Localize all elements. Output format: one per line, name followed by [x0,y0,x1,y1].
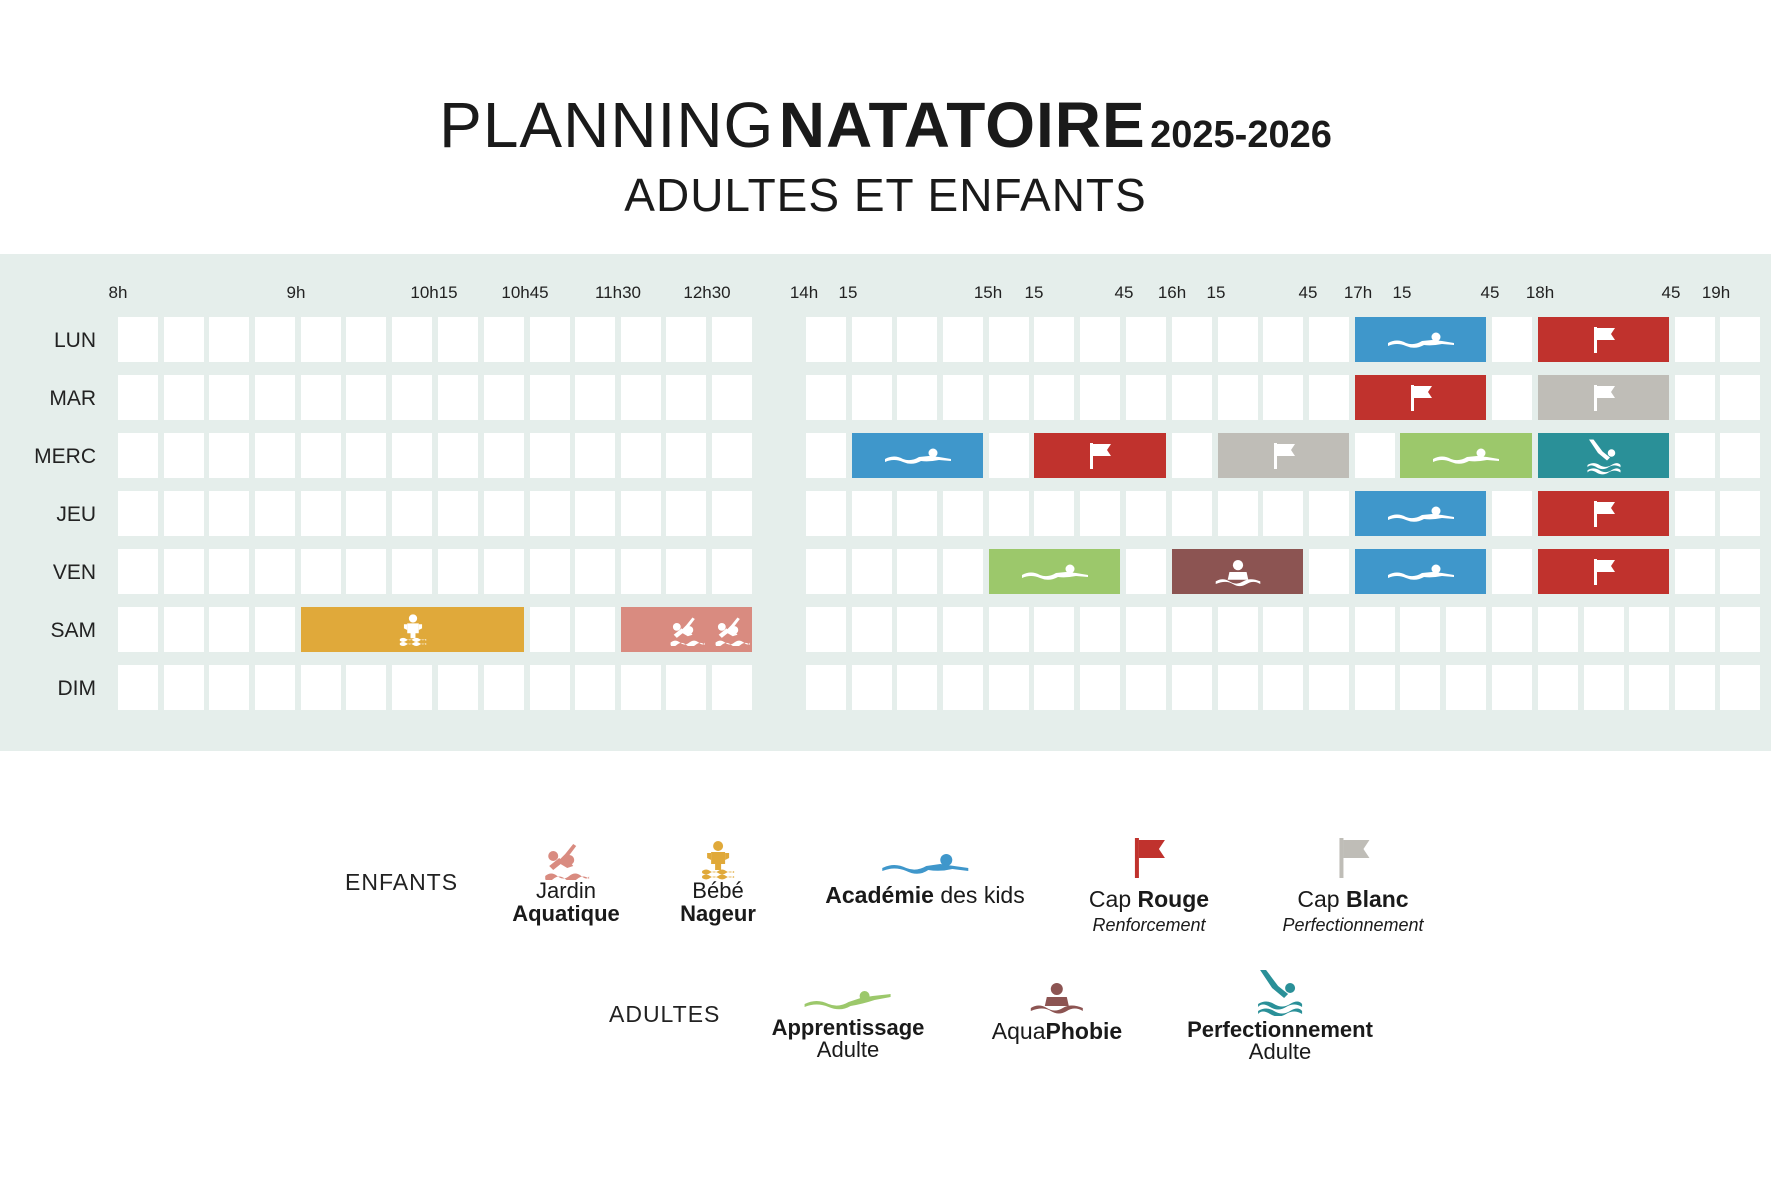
grid-cell [806,375,846,420]
grid-cell [530,549,570,594]
grid-cell [255,433,295,478]
grid-cell [255,549,295,594]
grid-cell [712,375,752,420]
legend-cap-blanc-sub: Perfectionnement [1282,915,1424,935]
grid-cell [943,665,983,710]
grid-cell [1355,665,1395,710]
grid-cell [806,665,846,710]
grid-cell [209,549,249,594]
grid-cell [164,375,204,420]
jardin-aquatique-icon [512,836,620,880]
time-label: 15 [1206,283,1226,302]
grid-cell [530,317,570,362]
grid-cell [1629,665,1669,710]
time-label: 8h [108,283,128,302]
time-label: 15 [838,283,858,302]
session-cap-rouge [1355,375,1486,420]
grid-cell [1675,607,1715,652]
grid-cell [1400,607,1440,652]
grid-cell [1034,665,1074,710]
legend-adultes-label: ADULTES [609,1001,721,1027]
flag-icon [1591,326,1617,354]
grid-cell [1675,375,1715,420]
grid-cell [1720,549,1760,594]
grid-cell [255,607,295,652]
legend-perfectionnement-line1: Perfectionnement [1187,1017,1373,1042]
grid-cell [575,317,615,362]
grid-cell [1034,317,1074,362]
grid-cell [1720,375,1760,420]
grid-cell [621,549,661,594]
grid-cell [301,665,341,710]
legend-bebe-line1: Bébé [692,878,744,903]
grid-cell [852,549,892,594]
grid-cell [1446,665,1486,710]
legend-academie-light: des kids [933,882,1025,908]
grid-cell [301,433,341,478]
grid-cell [1675,549,1715,594]
grid-cell [989,375,1029,420]
grid-cell [575,491,615,536]
grid-cell [164,665,204,710]
time-label: 15 [1392,283,1412,302]
grid-cell [118,433,158,478]
session-bebe-nageur [301,607,524,652]
grid-cell [621,433,661,478]
session-cap-rouge [1034,433,1166,478]
session-cap-rouge [1538,491,1669,536]
legend-jardin-line2: Aquatique [512,901,620,926]
grid-cell [1400,665,1440,710]
grid-cell [621,375,661,420]
grid-cell [164,549,204,594]
day-label: VEN [52,561,96,584]
grid-cell [806,433,846,478]
grid-cell [1218,317,1258,362]
grid-cell [255,317,295,362]
grid-cell [255,491,295,536]
swimmer-icon [1386,330,1456,350]
page-title [0,88,1771,162]
grid-cell [255,665,295,710]
legend-jardin-aquatique [512,836,620,925]
grid-cell [1720,665,1760,710]
grid-cell [346,433,386,478]
grid-cell [438,317,478,362]
grid-cell [164,607,204,652]
grid-cell [118,549,158,594]
legend-cap-rouge-light: Cap [1088,886,1138,912]
grid-cell [1172,607,1212,652]
time-label: 10h45 [501,283,549,302]
grid-cell [575,549,615,594]
legend-perfectionnement-line2: Adulte [1248,1039,1312,1064]
grid-cell [621,491,661,536]
grid-cell [897,549,937,594]
grid-cell [1263,317,1303,362]
legend-academie [825,836,1024,908]
grid-cell [1538,665,1578,710]
grid-cell [897,491,937,536]
time-label: 45 [1114,283,1134,302]
grid-cell [1172,491,1212,536]
day-label: SAM [50,619,96,642]
flag-icon [1282,830,1423,880]
grid-cell [118,317,158,362]
time-label: 19h [1701,283,1731,302]
session-apprentissage [1400,433,1532,478]
grid-cell [1263,491,1303,536]
session-perfectionnement [1538,433,1669,478]
grid-cell [1172,317,1212,362]
legend-cap-blanc [1282,830,1423,938]
grid-cell [1172,665,1212,710]
legend-apprentissage [772,970,925,1061]
grid-cell [1080,317,1120,362]
session-academie [852,433,983,478]
grid-cell [1172,375,1212,420]
grid-cell [1263,607,1303,652]
grid-cell [806,549,846,594]
grid-cell [943,375,983,420]
grid-cell [209,491,249,536]
grid-cell [897,317,937,362]
grid-cell [943,317,983,362]
flag-icon [1591,500,1617,528]
legend-apprentissage-line1: Apprentissage [771,1015,925,1040]
swimmer-icon [825,836,1024,880]
grid-cell [712,433,752,478]
legend-aquaphobie [992,970,1122,1044]
grid-cell [666,375,706,420]
swimmer-icon [1386,562,1456,582]
grid-cell [164,433,204,478]
grid-cell [392,433,432,478]
grid-cell [484,549,524,594]
grid-cell [1172,433,1212,478]
grid-cell [1492,549,1532,594]
grid-cell [989,491,1029,536]
time-label: 45 [1661,283,1681,302]
grid-cell [1492,491,1532,536]
grid-cell [943,549,983,594]
grid-cell [1218,375,1258,420]
grid-cell [164,317,204,362]
day-label: DIM [57,677,96,700]
time-label: 15 [1024,283,1044,302]
time-label: 11h30 [594,283,642,302]
grid-cell [209,317,249,362]
grid-cell [301,549,341,594]
grid-cell [530,375,570,420]
legend-cap-blanc-bold: Blanc [1345,886,1409,912]
grid-cell [346,665,386,710]
grid-cell [1720,433,1760,478]
grid-cell [806,317,846,362]
swimmer-icon [1386,504,1456,524]
flag-icon [1089,830,1209,880]
grid-cell [666,491,706,536]
grid-cell [530,433,570,478]
grid-cell [1126,549,1166,594]
grid-cell [989,433,1029,478]
flag-icon [1591,384,1617,412]
title-year: 2025-2026 [1150,114,1332,156]
time-label: 45 [1480,283,1500,302]
grid-cell [712,549,752,594]
grid-cell [1584,607,1624,652]
grid-cell [484,665,524,710]
legend-enfants-label: ENFANTS [345,869,459,895]
time-label: 9h [286,283,306,302]
grid-cell [346,491,386,536]
grid-cell [1720,607,1760,652]
grid-cell [1446,607,1486,652]
grid-cell [484,375,524,420]
grid-cell [438,433,478,478]
grid-cell [1126,665,1166,710]
grid-cell [392,375,432,420]
grid-cell [438,665,478,710]
grid-cell [712,491,752,536]
grid-cell [118,375,158,420]
grid-cell [1309,607,1349,652]
grid-cell [438,491,478,536]
time-label: 15h [973,283,1003,302]
grid-cell [852,607,892,652]
session-cap-blanc [1538,375,1669,420]
grid-cell [1492,665,1532,710]
grid-cell [1538,607,1578,652]
grid-cell [575,665,615,710]
page-subtitle: ADULTES ET ENFANTS [624,169,1147,221]
grid-cell [852,317,892,362]
grid-cell [1309,665,1349,710]
legend-apprentissage-line2: Adulte [816,1037,880,1062]
jardin-aquatique-icon [714,614,750,646]
grid-cell [209,375,249,420]
grid-cell [392,317,432,362]
grid-cell [1675,491,1715,536]
grid-cell [301,491,341,536]
grid-cell [943,491,983,536]
grid-cell [1309,549,1349,594]
grid-cell [666,433,706,478]
grid-cell [530,491,570,536]
grid-cell [1080,491,1120,536]
day-label: LUN [53,329,96,352]
swimmer-icon [772,970,925,1014]
jardin-aquatique-icon [669,614,705,646]
grid-cell [852,491,892,536]
grid-cell [897,375,937,420]
grid-cell [209,433,249,478]
grid-cell [1034,375,1074,420]
diver-icon [1586,437,1622,475]
flag-icon [1087,442,1113,470]
aquaphobie-icon [1214,557,1262,587]
grid-cell [484,491,524,536]
grid-cell [118,665,158,710]
legend-cap-blanc-light: Cap [1297,886,1346,912]
day-label: MERC [34,445,96,468]
grid-cell [1126,375,1166,420]
grid-cell [712,665,752,710]
grid-cell [1492,607,1532,652]
session-academie [1355,491,1486,536]
legend-cap-rouge-sub: Renforcement [1092,915,1206,935]
grid-cell [575,433,615,478]
grid-cell [806,491,846,536]
grid-cell [1492,375,1532,420]
grid-cell [1675,433,1715,478]
session-academie [1355,317,1486,362]
time-label: 45 [1298,283,1318,302]
grid-cell [1675,665,1715,710]
grid-cell [852,665,892,710]
grid-cell [575,375,615,420]
legend-perfectionnement [1187,966,1373,1063]
bebe-nageur-icon [680,836,756,880]
grid-cell [621,317,661,362]
time-label: 18h [1525,283,1555,302]
grid-cell [1309,375,1349,420]
grid-cell [164,491,204,536]
day-label: JEU [56,503,96,526]
grid-cell [1218,491,1258,536]
grid-cell [852,375,892,420]
aquaphobie-icon [992,970,1122,1014]
time-label: 12h30 [683,283,731,302]
grid-cell [1126,491,1166,536]
grid-cell [989,607,1029,652]
grid-cell [897,607,937,652]
time-label: 10h15 [410,283,458,302]
grid-cell [1720,491,1760,536]
grid-cell [1584,665,1624,710]
session-jardin-aquatique [712,607,752,652]
grid-cell [1355,607,1395,652]
grid-cell [666,549,706,594]
time-label: 16h [1157,283,1187,302]
grid-cell [1080,665,1120,710]
grid-cell [209,665,249,710]
grid-cell [1675,317,1715,362]
title-natatoire: NATATOIRE [778,89,1146,161]
grid-cell [666,317,706,362]
grid-cell [346,317,386,362]
grid-cell [989,665,1029,710]
grid-cell [1218,607,1258,652]
legend-aquaphobie-bold: Phobie [1045,1018,1123,1044]
grid-cell [1034,607,1074,652]
flag-icon [1408,384,1434,412]
time-label: 17h [1343,283,1373,302]
legend-bebe-nageur [680,836,756,925]
legend-academie-bold: Académie [825,882,934,908]
grid-cell [438,375,478,420]
diver-icon [1187,966,1373,1016]
grid-cell [1080,607,1120,652]
grid-cell [301,375,341,420]
grid-cell [392,549,432,594]
grid-cell [530,607,570,652]
flag-icon [1271,442,1297,470]
swimmer-icon [883,446,953,466]
grid-cell [209,607,249,652]
grid-cell [1720,317,1760,362]
legend-aquaphobie-light: Aqua [991,1018,1046,1044]
swimmer-icon [1020,562,1090,582]
swimmer-icon [1431,446,1501,466]
grid-cell [943,607,983,652]
grid-cell [392,491,432,536]
legend-bebe-line2: Nageur [680,901,756,926]
title-planning: PLANNING [439,89,775,161]
session-cap-rouge [1538,549,1669,594]
grid-cell [1309,491,1349,536]
grid-cell [1080,375,1120,420]
day-label: MAR [49,387,96,410]
grid-cell [438,549,478,594]
grid-cell [255,375,295,420]
grid-cell [530,665,570,710]
flag-icon [1591,558,1617,586]
grid-cell [1034,491,1074,536]
grid-cell [392,665,432,710]
grid-cell [1263,665,1303,710]
grid-cell [1309,317,1349,362]
grid-cell [346,549,386,594]
grid-cell [621,665,661,710]
grid-cell [484,433,524,478]
grid-cell [575,607,615,652]
grid-cell [666,665,706,710]
grid-cell [897,665,937,710]
grid-cell [1629,607,1669,652]
grid-cell [484,317,524,362]
bebe-nageur-icon [399,613,427,647]
grid-cell [1126,317,1166,362]
legend-cap-rouge-bold: Rouge [1137,886,1210,912]
session-cap-rouge [1538,317,1669,362]
session-academie [1355,549,1486,594]
grid-cell [1355,433,1395,478]
grid-cell [989,317,1029,362]
grid-cell [301,317,341,362]
legend-cap-rouge [1089,830,1209,938]
legend-jardin-line1: Jardin [536,878,596,903]
time-label: 14h [789,283,819,302]
grid-cell [346,375,386,420]
grid-cell [1263,375,1303,420]
session-cap-blanc [1218,433,1349,478]
session-aquaphobie [1172,549,1303,594]
grid-cell [1492,317,1532,362]
session-apprentissage [989,549,1120,594]
grid-cell [1126,607,1166,652]
grid-cell [118,491,158,536]
grid-cell [806,607,846,652]
grid-cell [1218,665,1258,710]
grid-cell [712,317,752,362]
grid-cell [118,607,158,652]
